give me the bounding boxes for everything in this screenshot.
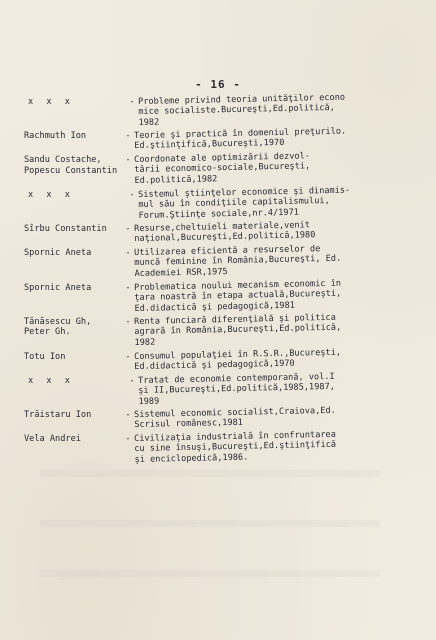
- entry-author: Sandu Costache, Popescu Constantin: [24, 155, 118, 176]
- entry-work: Problematica noului mecanism economic în ţara noastră în etapa actuală,Bucureşti, Ed.didactică şi pedagogică,1981: [134, 278, 342, 314]
- entry-dash: -: [129, 97, 135, 107]
- bleed-through: [40, 470, 380, 477]
- bibliography-entry: [24, 278, 422, 314]
- bibliography-entry: [24, 371, 422, 407]
- entry-author: Sîrbu Constantin: [24, 224, 107, 235]
- bibliography-entry: [24, 429, 422, 465]
- entry-work: Resurse,cheltuieli materiale,venit naţional,Bucureşti,Ed.politică,1980: [134, 220, 316, 245]
- bibliography-entry: [24, 126, 422, 152]
- entry-author: Rachmuth Ion: [24, 131, 87, 142]
- bibliography-entry: [24, 220, 422, 245]
- bibliography-entry: [24, 244, 422, 279]
- entry-work: Utilizarea eficientă a resurselor de muncă feminine în România,Bucureşti, Ed. Academiei RSR,1975: [134, 244, 342, 279]
- entry-author: x x x: [28, 375, 74, 386]
- entry-author: Vela Andrei: [24, 434, 81, 445]
- entry-author: Spornic Aneta: [24, 248, 92, 259]
- bibliography-entry: [24, 92, 422, 128]
- entry-author: Totu Ion: [24, 351, 66, 362]
- entry-dash: -: [125, 224, 131, 235]
- entry-dash: -: [125, 410, 131, 421]
- bibliography-list: [24, 92, 422, 469]
- entry-work: Sistemul ştiinţelor economice şi dinamis- mul său în condiţiile capitalismului, Forum.Ştiinţe sociale,nr.4/1971: [138, 185, 351, 221]
- entry-dash: -: [125, 282, 131, 293]
- entry-dash: -: [125, 131, 131, 142]
- entry-author: Spornic Aneta: [24, 282, 92, 293]
- bleed-through: [40, 520, 380, 527]
- entry-author: Trăistaru Ion: [24, 410, 92, 421]
- entry-dash: -: [129, 375, 135, 386]
- bibliography-entry: [24, 347, 422, 373]
- entry-work: Consumul populaţiei în R.S.R.,Bucureşti, Ed.didactică şi pedagogică,1970: [134, 347, 342, 372]
- bibliography-entry: [24, 312, 422, 348]
- entry-author: x x x: [28, 97, 74, 107]
- entry-work: Sistemul economic socialist,Craiova,Ed. Scrisul românesc,1981: [134, 405, 336, 431]
- entry-author: Tănăsescu Gh, Peter Gh.: [24, 317, 92, 338]
- bibliography-entry: [24, 405, 422, 431]
- entry-work: Renta funciară diferenţială şi politica agrară în România,Bucureşti,Ed.politică, 1982: [134, 312, 342, 348]
- page-number: - 16 -: [195, 78, 241, 91]
- entry-work: Teorie şi practică în domeniul preţurilo. Ed.ştiinţifică,Bucureşti,1970: [134, 126, 347, 152]
- entry-dash: -: [129, 189, 135, 200]
- entry-author: x x x: [28, 189, 74, 200]
- bibliography-entry: [24, 185, 422, 221]
- entry-work: Probleme privind teoria unităţilor econo mice socialiste.Bucureşti,Ed.politică, 1982: [138, 92, 346, 128]
- bibliography-entry: [24, 151, 422, 187]
- entry-work: Coordonate ale optimizării dezvol- tării economico-sociale,Bucureşti, Ed.politică,1982: [134, 151, 311, 187]
- entry-dash: -: [125, 155, 131, 166]
- entry-dash: -: [125, 248, 131, 259]
- entry-work: Civilizaţia industrială în confruntarea cu sine însuşi,Bucureşti,Ed.ştiinţifică şi enciclopedică,1986.: [134, 429, 337, 465]
- bleed-through: [40, 570, 380, 577]
- entry-dash: -: [125, 434, 131, 445]
- entry-work: Tratat de economie contemporană, vol.I şi II,Bucureşti,Ed.politică,1985,1987, 1989: [138, 371, 335, 407]
- entry-dash: -: [125, 351, 131, 362]
- entry-dash: -: [125, 317, 131, 328]
